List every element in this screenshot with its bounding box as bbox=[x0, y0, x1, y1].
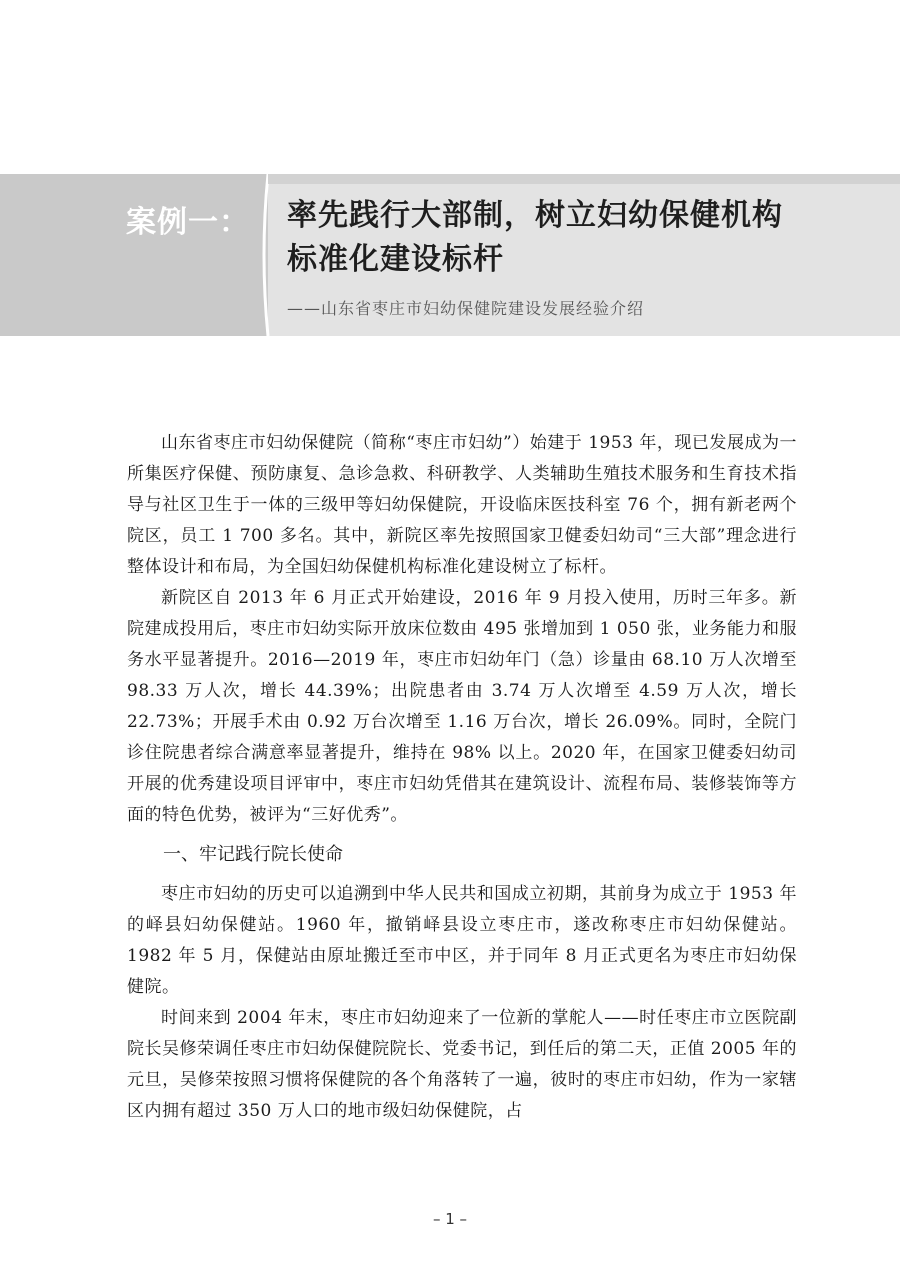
page-number: – 1 – bbox=[432, 1210, 468, 1228]
title-line-2: 标准化建设标杆 bbox=[287, 242, 504, 277]
paragraph: 山东省枣庄市妇幼保健院（简称“枣庄市妇幼”）始建于 1953 年，现已发展成为一所集医疗保健、预防康复、急诊急救、科研教学、人类辅助生殖技术服务和生育技术指导与社区卫生于一体的三级甲等妇幼保健院，开设临床医技科室 76 个，拥有新老两个院区，员工 1 700 多名。其中，新院区率先按照国家卫健委妇幼司“三大部”理念进行整体设计和布局，为全国妇幼保健机构标准化建设树立了标杆。 bbox=[127, 433, 797, 577]
section-heading: 一、牢记践行院长使命 bbox=[163, 844, 343, 865]
case-label: 案例一： bbox=[126, 205, 250, 240]
paragraph: 时间来到 2004 年末，枣庄市妇幼迎来了一位新的掌舵人——时任枣庄市立医院副院长吴修荣调任枣庄市妇幼保健院院长、党委书记，到任后的第二天，正值 2005 年的元旦，吴修荣按照习惯将保健院的各个角落转了一遍，彼时的枣庄市妇幼，作为一家辖区内拥有超过 350 万人口的地市级妇幼保健院，占 bbox=[127, 1008, 797, 1121]
title-line-1: 率先践行大部制，树立妇幼保健机构 bbox=[287, 198, 783, 233]
page-title bbox=[287, 194, 867, 282]
banner-divider bbox=[258, 174, 276, 336]
banner-top-strip bbox=[268, 174, 900, 184]
page-subtitle: ——山东省枣庄市妇幼保健院建设发展经验介绍 bbox=[287, 299, 645, 318]
paragraph: 枣庄市妇幼的历史可以追溯到中华人民共和国成立初期，其前身为成立于 1953 年的峄县妇幼保健站。1960 年，撤销峄县设立枣庄市，遂改称枣庄市妇幼保健站。1982 年 5 月，保健站由原址搬迁至市中区，并于同年 8 月正式更名为枣庄市妇幼保健院。 bbox=[127, 884, 797, 997]
article-body bbox=[127, 428, 797, 1127]
paragraph: 新院区自 2013 年 6 月正式开始建设，2016 年 9 月投入使用，历时三年多。新院建成投用后，枣庄市妇幼实际开放床位数由 495 张增加到 1 050 张，业务能力和服务水平显著提升。2016—2019 年，枣庄市妇幼年门（急）诊量由 68.10 万人次增至 98.33 万人次，增长 44.39%；出院患者由 3.74 万人次增至 4.59 万人次，增长 22.73%；开展手术由 0.92 万台次增至 1.16 万台次，增长 26.09%。同时，全院门诊住院患者综合满意率显著提升，维持在 98% 以上。2020 年，在国家卫健委妇幼司开展的优秀建设项目评审中，枣庄市妇幼凭借其在建筑设计、流程布局、装修装饰等方面的特色优势，被评为“三好优秀”。 bbox=[127, 588, 797, 825]
